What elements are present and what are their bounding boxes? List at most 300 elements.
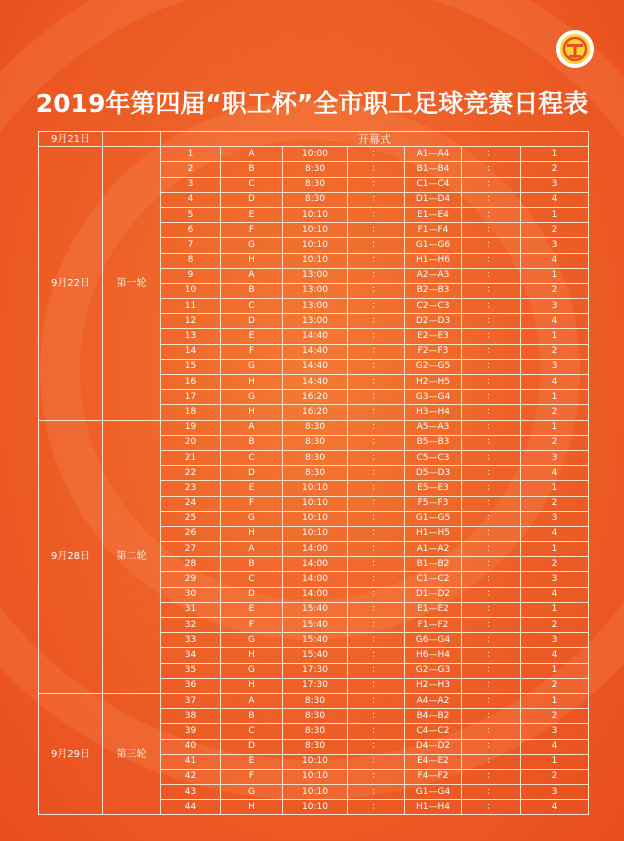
group-label: H — [221, 253, 283, 268]
field-number: 3 — [521, 511, 589, 526]
kickoff-time: 10:10 — [283, 238, 348, 253]
team-pairing: F4—F2 — [405, 769, 462, 784]
score-right: ： — [462, 633, 521, 648]
score-right: ： — [462, 542, 521, 557]
match-date: 9月29日 — [39, 693, 103, 815]
score-right: ： — [462, 329, 521, 344]
score-right: ： — [462, 344, 521, 359]
group-label: H — [221, 405, 283, 420]
team-pairing: H3—H4 — [405, 405, 462, 420]
team-pairing: A1—A4 — [405, 147, 462, 162]
match-number: 2 — [161, 162, 221, 177]
field-number: 3 — [521, 724, 589, 739]
group-label: F — [221, 344, 283, 359]
opening-ceremony-label: 开幕式 — [161, 132, 589, 147]
score-right: ： — [462, 511, 521, 526]
match-number: 34 — [161, 648, 221, 663]
group-label: E — [221, 602, 283, 617]
team-pairing: H2—H5 — [405, 375, 462, 390]
team-pairing: E5—E3 — [405, 481, 462, 496]
team-pairing: B4—B2 — [405, 709, 462, 724]
match-number: 42 — [161, 769, 221, 784]
group-label: G — [221, 390, 283, 405]
group-label: A — [221, 147, 283, 162]
match-number: 30 — [161, 587, 221, 602]
field-number: 4 — [521, 314, 589, 329]
score-left: ： — [348, 724, 405, 739]
score-left: ： — [348, 314, 405, 329]
match-number: 18 — [161, 405, 221, 420]
match-number: 32 — [161, 618, 221, 633]
team-pairing: F2—F3 — [405, 344, 462, 359]
group-label: E — [221, 207, 283, 222]
match-date: 9月28日 — [39, 420, 103, 693]
field-number: 4 — [521, 587, 589, 602]
group-label: C — [221, 572, 283, 587]
field-number: 1 — [521, 693, 589, 708]
score-left: ： — [348, 618, 405, 633]
round-label: 第一轮 — [103, 147, 161, 420]
team-pairing: G6—G4 — [405, 633, 462, 648]
kickoff-time: 10:10 — [283, 496, 348, 511]
score-left: ： — [348, 192, 405, 207]
team-pairing: G1—G6 — [405, 238, 462, 253]
score-left: ： — [348, 466, 405, 481]
field-number: 4 — [521, 253, 589, 268]
score-right: ： — [462, 800, 521, 815]
team-pairing: G2—G5 — [405, 359, 462, 374]
opening-empty-cell — [103, 132, 161, 147]
match-number: 13 — [161, 329, 221, 344]
field-number: 2 — [521, 618, 589, 633]
group-label: A — [221, 268, 283, 283]
score-right: ： — [462, 299, 521, 314]
score-left: ： — [348, 511, 405, 526]
score-left: ： — [348, 390, 405, 405]
kickoff-time: 8:30 — [283, 466, 348, 481]
group-label: B — [221, 709, 283, 724]
kickoff-time: 8:30 — [283, 162, 348, 177]
match-number: 16 — [161, 375, 221, 390]
match-number: 15 — [161, 359, 221, 374]
match-number: 5 — [161, 207, 221, 222]
match-number: 38 — [161, 709, 221, 724]
score-right: ： — [462, 618, 521, 633]
group-label: C — [221, 724, 283, 739]
group-label: F — [221, 618, 283, 633]
group-label: G — [221, 238, 283, 253]
kickoff-time: 15:40 — [283, 633, 348, 648]
team-pairing: B5—B3 — [405, 435, 462, 450]
score-right: ： — [462, 693, 521, 708]
match-number: 33 — [161, 633, 221, 648]
kickoff-time: 15:40 — [283, 648, 348, 663]
group-label: E — [221, 329, 283, 344]
field-number: 3 — [521, 238, 589, 253]
group-label: B — [221, 162, 283, 177]
match-number: 24 — [161, 496, 221, 511]
team-pairing: C2—C3 — [405, 299, 462, 314]
field-number: 3 — [521, 177, 589, 192]
team-pairing: E1—E2 — [405, 602, 462, 617]
team-pairing: D2—D3 — [405, 314, 462, 329]
score-right: ： — [462, 375, 521, 390]
score-left: ： — [348, 754, 405, 769]
opening-date: 9月21日 — [39, 132, 103, 147]
score-right: ： — [462, 450, 521, 465]
team-pairing: H1—H6 — [405, 253, 462, 268]
kickoff-time: 16:20 — [283, 405, 348, 420]
kickoff-time: 14:00 — [283, 542, 348, 557]
field-number: 3 — [521, 299, 589, 314]
team-pairing: G3—G4 — [405, 390, 462, 405]
group-label: F — [221, 223, 283, 238]
field-number: 4 — [521, 192, 589, 207]
field-number: 2 — [521, 678, 589, 693]
field-number: 2 — [521, 283, 589, 298]
team-pairing: E4—E2 — [405, 754, 462, 769]
score-right: ： — [462, 283, 521, 298]
score-left: ： — [348, 450, 405, 465]
team-pairing: E1—E4 — [405, 207, 462, 222]
match-number: 11 — [161, 299, 221, 314]
score-left: ： — [348, 268, 405, 283]
score-right: ： — [462, 481, 521, 496]
match-number: 29 — [161, 572, 221, 587]
field-number: 4 — [521, 466, 589, 481]
kickoff-time: 10:10 — [283, 481, 348, 496]
page-title: 2019年第四届“职工杯”全市职工足球竞赛日程表 — [35, 89, 589, 118]
kickoff-time: 10:10 — [283, 800, 348, 815]
score-right: ： — [462, 587, 521, 602]
team-pairing: G1—G5 — [405, 511, 462, 526]
team-pairing: D5—D3 — [405, 466, 462, 481]
group-label: C — [221, 177, 283, 192]
match-number: 21 — [161, 450, 221, 465]
score-right: ： — [462, 496, 521, 511]
kickoff-time: 17:30 — [283, 663, 348, 678]
score-left: ： — [348, 283, 405, 298]
field-number: 1 — [521, 663, 589, 678]
group-label: D — [221, 587, 283, 602]
group-label: G — [221, 511, 283, 526]
kickoff-time: 8:30 — [283, 709, 348, 724]
group-label: G — [221, 633, 283, 648]
match-number: 41 — [161, 754, 221, 769]
group-label: C — [221, 450, 283, 465]
schedule-table — [38, 131, 589, 815]
score-right: ： — [462, 177, 521, 192]
kickoff-time: 14:00 — [283, 557, 348, 572]
match-number: 39 — [161, 724, 221, 739]
group-label: F — [221, 769, 283, 784]
score-left: ： — [348, 359, 405, 374]
field-number: 1 — [521, 329, 589, 344]
match-number: 10 — [161, 283, 221, 298]
kickoff-time: 10:10 — [283, 754, 348, 769]
kickoff-time: 10:10 — [283, 207, 348, 222]
match-number: 22 — [161, 466, 221, 481]
score-right: ： — [462, 526, 521, 541]
schedule-body — [39, 132, 589, 815]
team-pairing: E2—E3 — [405, 329, 462, 344]
field-number: 2 — [521, 557, 589, 572]
score-right: ： — [462, 420, 521, 435]
score-right: ： — [462, 739, 521, 754]
score-left: ： — [348, 420, 405, 435]
group-label: B — [221, 283, 283, 298]
group-label: H — [221, 375, 283, 390]
score-right: ： — [462, 238, 521, 253]
group-label: D — [221, 192, 283, 207]
team-pairing: B1—B4 — [405, 162, 462, 177]
match-number: 43 — [161, 785, 221, 800]
table-row — [39, 693, 589, 708]
group-label: D — [221, 466, 283, 481]
match-number: 37 — [161, 693, 221, 708]
match-number: 6 — [161, 223, 221, 238]
score-right: ： — [462, 253, 521, 268]
team-pairing: B1—B2 — [405, 557, 462, 572]
group-label: A — [221, 542, 283, 557]
kickoff-time: 8:30 — [283, 177, 348, 192]
kickoff-time: 14:40 — [283, 329, 348, 344]
score-left: ： — [348, 496, 405, 511]
score-left: ： — [348, 299, 405, 314]
match-number: 4 — [161, 192, 221, 207]
group-label: D — [221, 314, 283, 329]
match-number: 8 — [161, 253, 221, 268]
kickoff-time: 13:00 — [283, 268, 348, 283]
score-right: ： — [462, 359, 521, 374]
score-left: ： — [348, 663, 405, 678]
score-right: ： — [462, 147, 521, 162]
team-pairing: F1—F2 — [405, 618, 462, 633]
score-right: ： — [462, 435, 521, 450]
team-pairing: G2—G3 — [405, 663, 462, 678]
field-number: 4 — [521, 648, 589, 663]
match-number: 19 — [161, 420, 221, 435]
score-left: ： — [348, 344, 405, 359]
table-row — [39, 420, 589, 435]
score-left: ： — [348, 405, 405, 420]
match-number: 28 — [161, 557, 221, 572]
score-left: ： — [348, 481, 405, 496]
score-right: ： — [462, 709, 521, 724]
kickoff-time: 13:00 — [283, 283, 348, 298]
score-left: ： — [348, 147, 405, 162]
group-label: H — [221, 800, 283, 815]
score-left: ： — [348, 587, 405, 602]
team-pairing: C4—C2 — [405, 724, 462, 739]
match-number: 23 — [161, 481, 221, 496]
score-right: ： — [462, 572, 521, 587]
union-emblem-icon — [556, 30, 594, 68]
score-right: ： — [462, 557, 521, 572]
score-right: ： — [462, 390, 521, 405]
kickoff-time: 8:30 — [283, 435, 348, 450]
team-pairing: A1—A2 — [405, 542, 462, 557]
team-pairing: B2—B3 — [405, 283, 462, 298]
group-label: G — [221, 359, 283, 374]
team-pairing: D1—D4 — [405, 192, 462, 207]
group-label: E — [221, 481, 283, 496]
match-number: 27 — [161, 542, 221, 557]
field-number: 3 — [521, 359, 589, 374]
score-right: ： — [462, 223, 521, 238]
team-pairing: C1—C4 — [405, 177, 462, 192]
team-pairing: C1—C2 — [405, 572, 462, 587]
kickoff-time: 10:00 — [283, 147, 348, 162]
kickoff-time: 8:30 — [283, 450, 348, 465]
score-right: ： — [462, 663, 521, 678]
kickoff-time: 10:10 — [283, 785, 348, 800]
team-pairing: D1—D2 — [405, 587, 462, 602]
field-number: 1 — [521, 390, 589, 405]
kickoff-time: 15:40 — [283, 618, 348, 633]
kickoff-time: 13:00 — [283, 299, 348, 314]
score-left: ： — [348, 329, 405, 344]
round-label: 第二轮 — [103, 420, 161, 693]
kickoff-time: 10:10 — [283, 769, 348, 784]
team-pairing: C5—C3 — [405, 450, 462, 465]
group-label: H — [221, 526, 283, 541]
match-number: 12 — [161, 314, 221, 329]
match-number: 9 — [161, 268, 221, 283]
field-number: 4 — [521, 800, 589, 815]
team-pairing: H1—H4 — [405, 800, 462, 815]
field-number: 2 — [521, 496, 589, 511]
team-pairing: H1—H5 — [405, 526, 462, 541]
kickoff-time: 15:40 — [283, 602, 348, 617]
team-pairing: A2—A3 — [405, 268, 462, 283]
match-number: 20 — [161, 435, 221, 450]
kickoff-time: 10:10 — [283, 511, 348, 526]
score-right: ： — [462, 268, 521, 283]
score-left: ： — [348, 678, 405, 693]
score-right: ： — [462, 405, 521, 420]
opening-row — [39, 132, 589, 147]
score-right: ： — [462, 648, 521, 663]
score-left: ： — [348, 769, 405, 784]
field-number: 1 — [521, 542, 589, 557]
field-number: 1 — [521, 207, 589, 222]
group-label: C — [221, 299, 283, 314]
match-number: 44 — [161, 800, 221, 815]
field-number: 1 — [521, 268, 589, 283]
field-number: 2 — [521, 769, 589, 784]
score-left: ： — [348, 253, 405, 268]
field-number: 4 — [521, 526, 589, 541]
score-right: ： — [462, 785, 521, 800]
group-label: H — [221, 678, 283, 693]
score-right: ： — [462, 769, 521, 784]
score-left: ： — [348, 223, 405, 238]
team-pairing: H6—H4 — [405, 648, 462, 663]
score-left: ： — [348, 633, 405, 648]
match-number: 7 — [161, 238, 221, 253]
score-left: ： — [348, 557, 405, 572]
field-number: 4 — [521, 375, 589, 390]
score-left: ： — [348, 648, 405, 663]
group-label: G — [221, 785, 283, 800]
score-left: ： — [348, 709, 405, 724]
group-label: H — [221, 648, 283, 663]
field-number: 2 — [521, 223, 589, 238]
field-number: 3 — [521, 633, 589, 648]
group-label: A — [221, 420, 283, 435]
field-number: 2 — [521, 405, 589, 420]
kickoff-time: 10:10 — [283, 526, 348, 541]
field-number: 1 — [521, 602, 589, 617]
match-number: 35 — [161, 663, 221, 678]
match-number: 40 — [161, 739, 221, 754]
kickoff-time: 10:10 — [283, 253, 348, 268]
score-left: ： — [348, 785, 405, 800]
group-label: B — [221, 435, 283, 450]
team-pairing: F1—F4 — [405, 223, 462, 238]
team-pairing: F5—F3 — [405, 496, 462, 511]
group-label: G — [221, 663, 283, 678]
kickoff-time: 8:30 — [283, 724, 348, 739]
group-label: E — [221, 754, 283, 769]
kickoff-time: 14:40 — [283, 375, 348, 390]
kickoff-time: 8:30 — [283, 192, 348, 207]
kickoff-time: 14:40 — [283, 359, 348, 374]
match-number: 36 — [161, 678, 221, 693]
round-label: 第三轮 — [103, 693, 161, 815]
team-pairing: D4—D2 — [405, 739, 462, 754]
match-date: 9月22日 — [39, 147, 103, 420]
group-label: B — [221, 557, 283, 572]
match-number: 3 — [161, 177, 221, 192]
field-number: 2 — [521, 709, 589, 724]
field-number: 3 — [521, 785, 589, 800]
kickoff-time: 14:00 — [283, 587, 348, 602]
score-left: ： — [348, 162, 405, 177]
field-number: 1 — [521, 754, 589, 769]
score-right: ： — [462, 724, 521, 739]
score-left: ： — [348, 177, 405, 192]
field-number: 2 — [521, 344, 589, 359]
field-number: 4 — [521, 739, 589, 754]
score-right: ： — [462, 192, 521, 207]
score-left: ： — [348, 572, 405, 587]
kickoff-time: 16:20 — [283, 390, 348, 405]
team-pairing: H2—H3 — [405, 678, 462, 693]
kickoff-time: 17:30 — [283, 678, 348, 693]
kickoff-time: 8:30 — [283, 420, 348, 435]
field-number: 2 — [521, 435, 589, 450]
score-left: ： — [348, 693, 405, 708]
match-number: 26 — [161, 526, 221, 541]
score-right: ： — [462, 207, 521, 222]
kickoff-time: 8:30 — [283, 693, 348, 708]
match-number: 1 — [161, 147, 221, 162]
score-left: ： — [348, 207, 405, 222]
match-number: 31 — [161, 602, 221, 617]
field-number: 3 — [521, 450, 589, 465]
score-right: ： — [462, 678, 521, 693]
score-left: ： — [348, 435, 405, 450]
team-pairing: G1—G4 — [405, 785, 462, 800]
kickoff-time: 10:10 — [283, 223, 348, 238]
score-left: ： — [348, 542, 405, 557]
score-right: ： — [462, 754, 521, 769]
field-number: 1 — [521, 147, 589, 162]
score-left: ： — [348, 602, 405, 617]
score-left: ： — [348, 526, 405, 541]
